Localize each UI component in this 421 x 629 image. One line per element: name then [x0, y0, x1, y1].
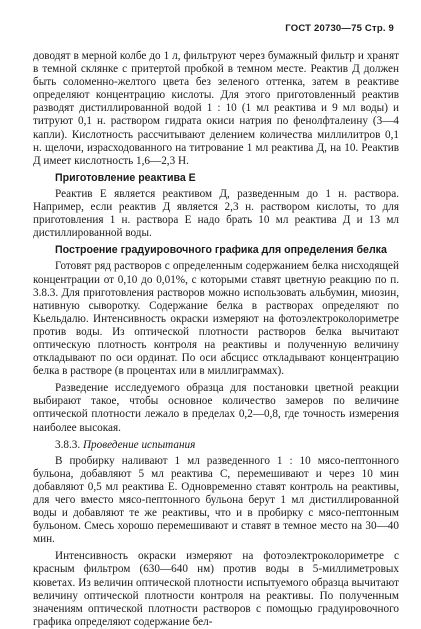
page-content	[33, 50, 399, 629]
paragraph-reagent-d-acidity: доводят в мерной колбе до 1 л, фильтруют через бумажный фильтр и хранят в темной склянке с притертой пробкой в темном месте. Реактив Д должен быть соломенно-желтого цвета без зеленого оттенка, затем в реактиве определяют концентрацию кислоты. Для этого приготовленный реактив разводят дистиллированной водой 1 : 10 (1 мл реактива и 9 мл воды) и титруют 0,1 н. раствором гидрата окиси натрия по фенолфталеину (3—4 капли). Кислотность рассчитывают делением количества миллилитров 0,1 н. щелочи, израсходованного на титрование 1 мл реактива Д, на 10. Реактив Д имеет кислотность 1,6—2,3 Н.	[33, 50, 399, 167]
heading-calibration-graph: Построение градуировочного графика для определения белка	[55, 244, 387, 257]
section-3-8-3-heading	[33, 439, 399, 452]
page-header: ГОСТ 20730—75 Стр. 9	[285, 23, 394, 34]
paragraph-sample-dilution: Разведение исследуемого образца для постановки цветной реакции выбирают такое, чтобы основное количество замеров по величине оптической плотности лежало в пределах 0,2—0,8, где точность измерения наиболее высокая.	[33, 382, 399, 434]
heading-reagent-e: Приготовление реактива Е	[55, 171, 196, 184]
section-number: 3.8.3.	[55, 438, 81, 451]
paragraph-calibration-solutions: Готовят ряд растворов с определенным содержанием белка нисходящей концентрации от 0,10 до 0,01%, с которыми ставят цветную реакцию по п. 3.8.3. Для приготовления растворов можно использовать альбумин, миозин, нативную сыворотку. Содержание белка в растворах определяют по Кьельдалю. Интенсивность окраски измеряют на фотоэлектроколориметре против воды. Из оптической плотности растворов белка вычитают оптическую плотность контроля на реактивы и полученную величину откладывают по оси ординат. По оси абсцисс откладывают концентрацию белка в растворе (в процентах или в миллиграммах).	[33, 260, 399, 378]
paragraph-reagent-e: Реактив Е является реактивом Д, разведенным до 1 н. раствора. Например, если реактив Д является 2,3 н. раствором кислоты, то для приготовления 1 н. раствора Е надо брать 10 мл реактива Д и 13 мл дистиллированной воды.	[33, 187, 399, 240]
paragraph-test-procedure: В пробирку наливают 1 мл разведенного 1 : 10 мясо-пептонного бульона, добавляют 5 мл реактива С, перемешивают и через 10 мин добавляют 0,5 мл реактива Е. Одновременно ставят контроль на реактивы, для чего вместо мясо-пептонного бульона берут 1 мл дистиллированной воды и добавляют те же реактивы, что и в пробирку с мясо-пептонным бульоном. Смесь хорошо перемешивают и ставят в темное место на 30—40 мин.	[33, 454, 399, 546]
paragraph-color-intensity: Интенсивность окраски измеряют на фотоэлектроколориметре с красным фильтром (630—640 нм) против воды в 5-миллиметровых кюветах. Из величин оптической плотности испытуемого образца вычитают величину оптической плотности контроля на реактивы. По полученным значениям оптической плотности растворов с помощью градуировочного графика определяют содержание бел-	[33, 550, 399, 628]
section-title: Проведение испытания	[82, 438, 196, 451]
